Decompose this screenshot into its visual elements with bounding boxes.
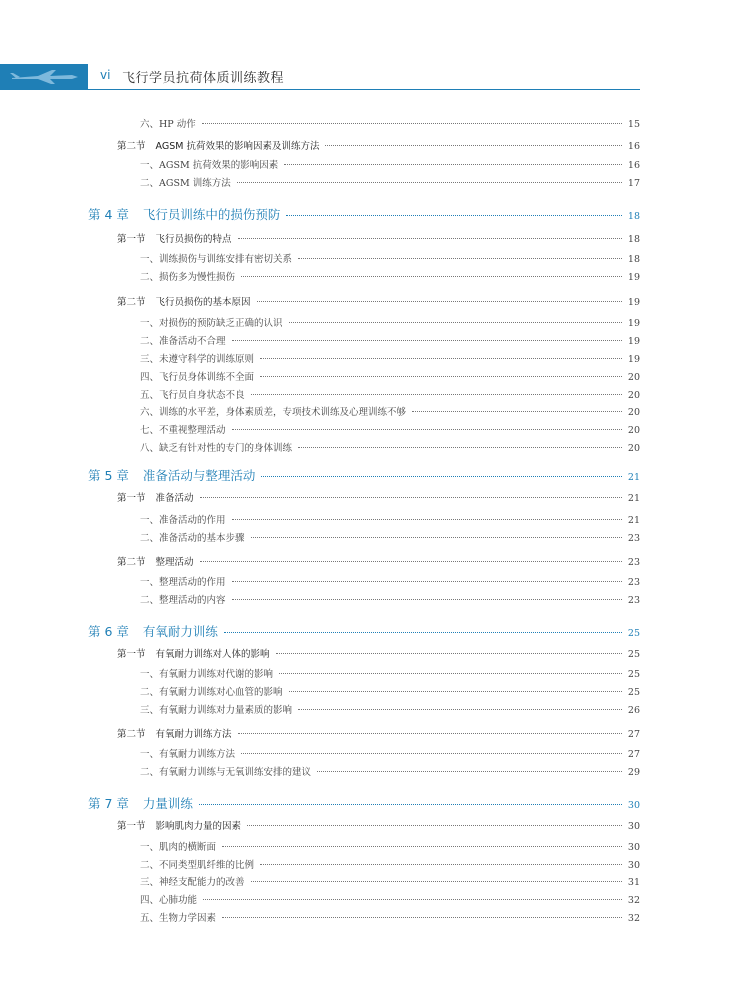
toc-section[interactable] bbox=[117, 726, 640, 740]
page-number: 27 bbox=[627, 729, 640, 740]
page-number: 23 bbox=[627, 595, 640, 606]
toc-entry-label: 四、飞行员身体训练不全面 bbox=[140, 372, 255, 383]
toc-entry-label: 五、飞行员自身状态不良 bbox=[140, 390, 245, 401]
toc-item[interactable] bbox=[140, 666, 640, 680]
toc-item[interactable] bbox=[140, 910, 640, 924]
page-number: 23 bbox=[627, 533, 640, 544]
toc-item[interactable] bbox=[140, 592, 640, 606]
section-number: 第一节 bbox=[117, 493, 146, 504]
toc-item[interactable] bbox=[140, 440, 640, 454]
toc-item[interactable] bbox=[140, 530, 640, 544]
dot-leader bbox=[317, 771, 622, 772]
page-number: 25 bbox=[627, 687, 640, 698]
toc-entry-label: 一、整理活动的作用 bbox=[140, 577, 226, 588]
toc-item[interactable] bbox=[140, 574, 640, 588]
toc-chapter[interactable] bbox=[88, 205, 640, 223]
toc-item[interactable] bbox=[140, 839, 640, 853]
page-number: 20 bbox=[627, 390, 640, 401]
toc-entry-label: 三、未遵守科学的训练原则 bbox=[140, 354, 255, 365]
toc-item[interactable] bbox=[140, 684, 640, 698]
section-number: 第二节 bbox=[117, 557, 146, 568]
chapter-title: 有氧耐力训练 bbox=[142, 624, 218, 639]
toc-entry-label: 二、准备活动的基本步骤 bbox=[140, 533, 245, 544]
section-title: AGSM 抗荷效果的影响因素及训练方法 bbox=[155, 141, 320, 152]
toc-entry-label: 一、有氧耐力训练方法 bbox=[140, 749, 236, 760]
page-number: 27 bbox=[627, 749, 640, 760]
section-number: 第二节 bbox=[117, 729, 146, 740]
toc-section[interactable] bbox=[117, 231, 640, 245]
toc-item[interactable] bbox=[140, 116, 640, 130]
page-number: 18 bbox=[627, 211, 640, 222]
dot-leader bbox=[241, 753, 622, 754]
dot-leader bbox=[232, 429, 622, 430]
toc-entry-label: 一、准备活动的作用 bbox=[140, 515, 226, 526]
toc-entry-label bbox=[117, 490, 194, 504]
dot-leader bbox=[247, 825, 622, 826]
page-number: 25 bbox=[627, 669, 640, 680]
dot-leader bbox=[238, 238, 622, 239]
toc-item[interactable] bbox=[140, 422, 640, 436]
page-number: 19 bbox=[627, 297, 640, 308]
dot-leader bbox=[257, 301, 622, 302]
section-title: 飞行员损伤的基本原因 bbox=[155, 297, 251, 308]
toc-entry-label: 五、生物力学因素 bbox=[140, 913, 217, 924]
toc-entry-label: 二、不同类型肌纤维的比例 bbox=[140, 860, 255, 871]
page-number: 29 bbox=[627, 767, 640, 778]
page-number: 32 bbox=[627, 895, 640, 906]
dot-leader bbox=[222, 846, 622, 847]
page-number: 26 bbox=[627, 705, 640, 716]
toc-entry-label bbox=[117, 818, 241, 832]
chapter-number: 第 4 章 bbox=[88, 207, 129, 222]
page-number: 15 bbox=[627, 119, 640, 130]
page-number: 32 bbox=[627, 913, 640, 924]
toc-section[interactable] bbox=[117, 294, 640, 308]
toc-chapter[interactable] bbox=[88, 622, 640, 640]
page-number: 20 bbox=[627, 407, 640, 418]
dot-leader bbox=[412, 411, 622, 412]
dot-leader bbox=[238, 733, 622, 734]
toc-entry-label: 一、训练损伤与训练安排有密切关系 bbox=[140, 254, 293, 265]
dot-leader bbox=[251, 881, 622, 882]
dot-leader bbox=[232, 581, 622, 582]
page-number: 25 bbox=[627, 628, 640, 639]
dot-leader bbox=[289, 691, 622, 692]
page-number-roman: vi bbox=[100, 68, 111, 82]
toc-item[interactable] bbox=[140, 269, 640, 283]
dot-leader bbox=[203, 899, 622, 900]
dot-leader bbox=[279, 673, 622, 674]
dot-leader bbox=[260, 376, 622, 377]
section-title: 有氧耐力训练方法 bbox=[155, 729, 232, 740]
toc-entry-label: 一、有氧耐力训练对代谢的影响 bbox=[140, 669, 274, 680]
dot-leader bbox=[298, 709, 622, 710]
toc-chapter[interactable] bbox=[88, 794, 640, 812]
toc-item[interactable] bbox=[140, 764, 640, 778]
page-number: 23 bbox=[627, 557, 640, 568]
toc-section[interactable] bbox=[117, 646, 640, 660]
toc-item[interactable] bbox=[140, 874, 640, 888]
toc-entry-label: 六、训练的水平差，身体素质差，专项技术训练及心理训练不够 bbox=[140, 407, 407, 418]
page-number: 30 bbox=[627, 842, 640, 853]
toc-item[interactable] bbox=[140, 512, 640, 526]
dot-leader bbox=[260, 864, 622, 865]
page-number: 30 bbox=[627, 800, 640, 811]
toc-item[interactable] bbox=[140, 369, 640, 383]
toc-chapter[interactable] bbox=[88, 466, 640, 484]
toc-entry-label: 一、对损伤的预防缺乏正确的认识 bbox=[140, 318, 283, 329]
dot-leader bbox=[251, 537, 622, 538]
dot-leader bbox=[325, 145, 621, 146]
section-number: 第一节 bbox=[117, 234, 146, 245]
dot-leader bbox=[200, 561, 622, 562]
toc-item[interactable] bbox=[140, 857, 640, 871]
dot-leader bbox=[276, 653, 622, 654]
toc-entry-label: 八、缺乏有针对性的专门的身体训练 bbox=[140, 443, 293, 454]
toc-entry-label bbox=[117, 646, 270, 660]
toc-entry-label bbox=[117, 231, 232, 245]
page-number: 18 bbox=[627, 234, 640, 245]
page-number: 20 bbox=[627, 372, 640, 383]
toc-entry-label: 七、不重视整理活动 bbox=[140, 425, 226, 436]
toc-entry-label: 二、准备活动不合理 bbox=[140, 336, 226, 347]
chapter-title: 力量训练 bbox=[142, 796, 193, 811]
toc-entry-label bbox=[117, 726, 232, 740]
page-number: 21 bbox=[627, 493, 640, 504]
toc-entry-label: 三、神经支配能力的改善 bbox=[140, 877, 245, 888]
section-number: 第二节 bbox=[117, 141, 146, 152]
page-number: 20 bbox=[627, 443, 640, 454]
toc-section[interactable] bbox=[117, 138, 640, 152]
toc-entry-label bbox=[117, 554, 194, 568]
toc-item[interactable] bbox=[140, 351, 640, 365]
toc-entry-label: 二、整理活动的内容 bbox=[140, 595, 226, 606]
toc-entry-label: 四、心肺功能 bbox=[140, 895, 198, 906]
page-number: 20 bbox=[627, 425, 640, 436]
page-number: 25 bbox=[627, 649, 640, 660]
dot-leader bbox=[261, 476, 621, 477]
page-number: 21 bbox=[627, 515, 640, 526]
section-title: 有氧耐力训练对人体的影响 bbox=[155, 649, 270, 660]
toc-section[interactable] bbox=[117, 818, 640, 832]
page-number: 16 bbox=[627, 160, 640, 171]
toc-section[interactable] bbox=[117, 554, 640, 568]
section-number: 第一节 bbox=[117, 649, 146, 660]
toc-entry-label: 六、HP 动作 bbox=[140, 119, 196, 130]
section-title: 飞行员损伤的特点 bbox=[155, 234, 232, 245]
toc-entry-label bbox=[117, 294, 251, 308]
dot-leader bbox=[237, 182, 622, 183]
toc-entry-label: 二、AGSM 训练方法 bbox=[140, 178, 231, 189]
dot-leader bbox=[199, 804, 622, 805]
toc-entry-label bbox=[88, 466, 255, 484]
page-number: 19 bbox=[627, 318, 640, 329]
dot-leader bbox=[251, 394, 622, 395]
page-number: 17 bbox=[627, 178, 640, 189]
toc-item[interactable] bbox=[140, 315, 640, 329]
dot-leader bbox=[260, 358, 622, 359]
chapter-number: 第 5 章 bbox=[88, 468, 129, 483]
toc-section[interactable] bbox=[117, 490, 640, 504]
page-number: 21 bbox=[627, 472, 640, 483]
toc-item[interactable] bbox=[140, 251, 640, 265]
dot-leader bbox=[286, 215, 621, 216]
toc-entry-label: 二、有氧耐力训练与无氧训练安排的建议 bbox=[140, 767, 312, 778]
toc-entry-label: 三、有氧耐力训练对力量素质的影响 bbox=[140, 705, 293, 716]
dot-leader bbox=[224, 632, 622, 633]
dot-leader bbox=[222, 917, 622, 918]
toc-item[interactable] bbox=[140, 892, 640, 906]
page-number: 18 bbox=[627, 254, 640, 265]
section-title: 准备活动 bbox=[155, 493, 194, 504]
toc-item[interactable] bbox=[140, 157, 640, 171]
page-number: 19 bbox=[627, 336, 640, 347]
dot-leader bbox=[202, 123, 622, 124]
toc-entry-label: 一、AGSM 抗荷效果的影响因素 bbox=[140, 160, 279, 171]
page-number: 19 bbox=[627, 272, 640, 283]
dot-leader bbox=[298, 258, 622, 259]
dot-leader bbox=[284, 164, 622, 165]
dot-leader bbox=[289, 322, 622, 323]
toc-entry-label: 二、损伤多为慢性损伤 bbox=[140, 272, 236, 283]
dot-leader bbox=[298, 447, 622, 448]
chapter-title: 准备活动与整理活动 bbox=[142, 468, 256, 483]
chapter-number: 第 7 章 bbox=[88, 796, 129, 811]
toc-item[interactable] bbox=[140, 746, 640, 760]
page-number: 19 bbox=[627, 354, 640, 365]
toc-item[interactable] bbox=[140, 702, 640, 716]
toc-entry-label bbox=[88, 794, 193, 812]
toc-item[interactable] bbox=[140, 404, 640, 418]
section-title: 影响肌肉力量的因素 bbox=[155, 821, 242, 832]
toc-item[interactable] bbox=[140, 175, 640, 189]
toc-entry-label bbox=[88, 205, 280, 223]
chapter-number: 第 6 章 bbox=[88, 624, 129, 639]
toc-entry-label bbox=[117, 138, 319, 152]
dot-leader bbox=[232, 599, 622, 600]
dot-leader bbox=[200, 497, 622, 498]
section-number: 第一节 bbox=[117, 821, 146, 832]
page-number: 31 bbox=[627, 877, 640, 888]
page-number: 30 bbox=[627, 860, 640, 871]
page-number: 23 bbox=[627, 577, 640, 588]
book-title: 飞行学员抗荷体质训练教程 bbox=[122, 71, 285, 86]
dot-leader bbox=[232, 340, 622, 341]
toc-item[interactable] bbox=[140, 387, 640, 401]
section-title: 整理活动 bbox=[155, 557, 194, 568]
toc-entry-label bbox=[88, 622, 218, 640]
page-number: 30 bbox=[627, 821, 640, 832]
toc-item[interactable] bbox=[140, 333, 640, 347]
page-number: 16 bbox=[627, 141, 640, 152]
section-number: 第二节 bbox=[117, 297, 146, 308]
chapter-title: 飞行员训练中的损伤预防 bbox=[142, 207, 281, 222]
dot-leader bbox=[232, 519, 622, 520]
dot-leader bbox=[241, 276, 622, 277]
toc-entry-label: 二、有氧耐力训练对心血管的影响 bbox=[140, 687, 283, 698]
toc-entry-label: 一、肌肉的横断面 bbox=[140, 842, 217, 853]
